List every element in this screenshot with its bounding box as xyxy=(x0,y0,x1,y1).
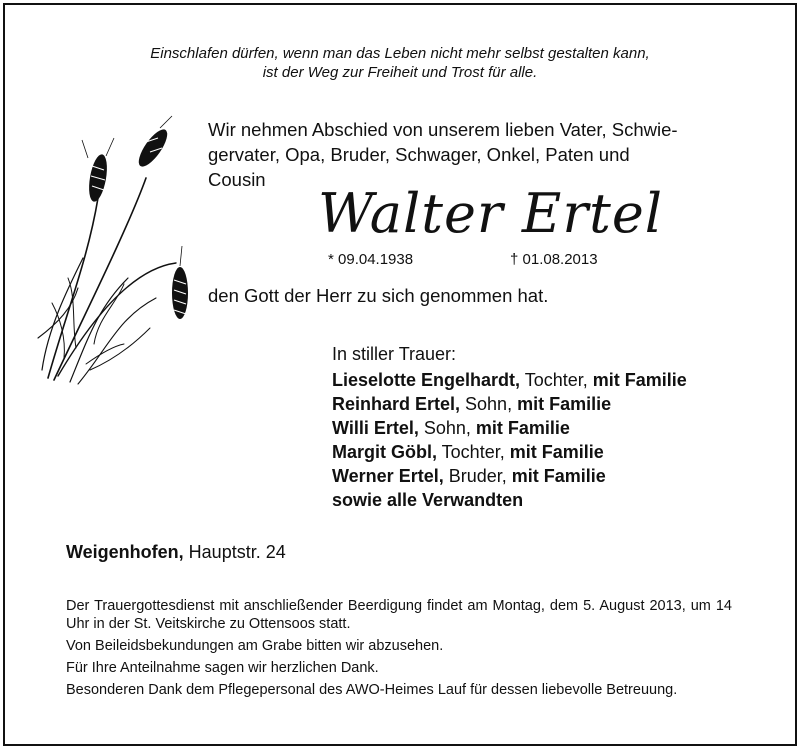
mourner-relation: Tochter, xyxy=(437,442,510,462)
mourner-row xyxy=(332,440,687,464)
mourner-relation: Sohn, xyxy=(418,418,476,438)
mourning-heading: In stiller Trauer: xyxy=(332,344,457,364)
mourner-name: Werner Ertel, xyxy=(332,466,444,486)
intro-line-3: Cousin xyxy=(208,169,266,190)
birth-date: * 09.04.1938 xyxy=(328,251,414,268)
special-thanks-note: Besonderen Dank dem Pflegepersonal des AWO-Heimes Lauf für dessen liebevolle Betreuung. xyxy=(66,682,678,698)
address-street: Hauptstr. 24 xyxy=(183,542,286,562)
mourner-name: Willi Ertel, xyxy=(332,418,419,438)
mourner-row xyxy=(332,416,687,440)
motto-line-2: ist der Weg zur Freiheit und Trost für alle. xyxy=(262,64,538,81)
mourner-name: Reinhard Ertel, xyxy=(332,394,461,414)
intro-text xyxy=(208,117,732,192)
intro-line-2: gervater, Opa, Bruder, Schwager, Onkel, Paten und xyxy=(208,144,630,165)
mourner-family: mit Familie xyxy=(511,466,606,486)
taken-text: den Gott der Herr zu sich genommen hat. xyxy=(208,285,549,306)
mourner-row xyxy=(332,392,687,416)
mourner-row xyxy=(332,464,687,488)
mourner-family: mit Familie xyxy=(509,442,604,462)
motto-quote xyxy=(0,44,800,82)
mourner-family: mit Familie xyxy=(592,370,687,390)
mourner-relation: Sohn, xyxy=(460,394,518,414)
mourners-list xyxy=(332,368,687,512)
motto-line-1: Einschlafen dürfen, wenn man das Leben nicht mehr selbst gestalten kann, xyxy=(150,45,650,62)
wheat-icon xyxy=(28,108,208,388)
mourner-relation: Tochter, xyxy=(520,370,593,390)
thanks-note: Für Ihre Anteilnahme sagen wir herzlichen Dank. xyxy=(66,660,379,676)
death-date: † 01.08.2013 xyxy=(510,251,598,268)
mourner-name: Margit Göbl, xyxy=(332,442,437,462)
address xyxy=(66,540,286,564)
intro-line-1: Wir nehmen Abschied von unserem lieben Vater, Schwie- xyxy=(208,119,678,140)
mourner-name: Lieselotte Engelhardt, xyxy=(332,370,521,390)
mourner-family: mit Familie xyxy=(475,418,570,438)
address-town: Weigenhofen, xyxy=(66,542,184,562)
mourner-family: mit Familie xyxy=(517,394,612,414)
condolence-note: Von Beileidsbekundungen am Grabe bitten wir abzusehen. xyxy=(66,638,444,654)
notes-block xyxy=(66,597,732,703)
mourning-closing: sowie alle Verwandten xyxy=(332,490,524,510)
mourner-relation: Bruder, xyxy=(443,466,512,486)
mourner-row xyxy=(332,368,687,392)
service-note: Der Trauergottesdienst mit anschließender Beerdigung findet am Montag, dem 5. August 2013, um 14 Uhr in der St. Veitskirche zu Ottensoos statt. xyxy=(66,598,732,632)
deceased-name: Walter Ertel xyxy=(318,182,664,245)
